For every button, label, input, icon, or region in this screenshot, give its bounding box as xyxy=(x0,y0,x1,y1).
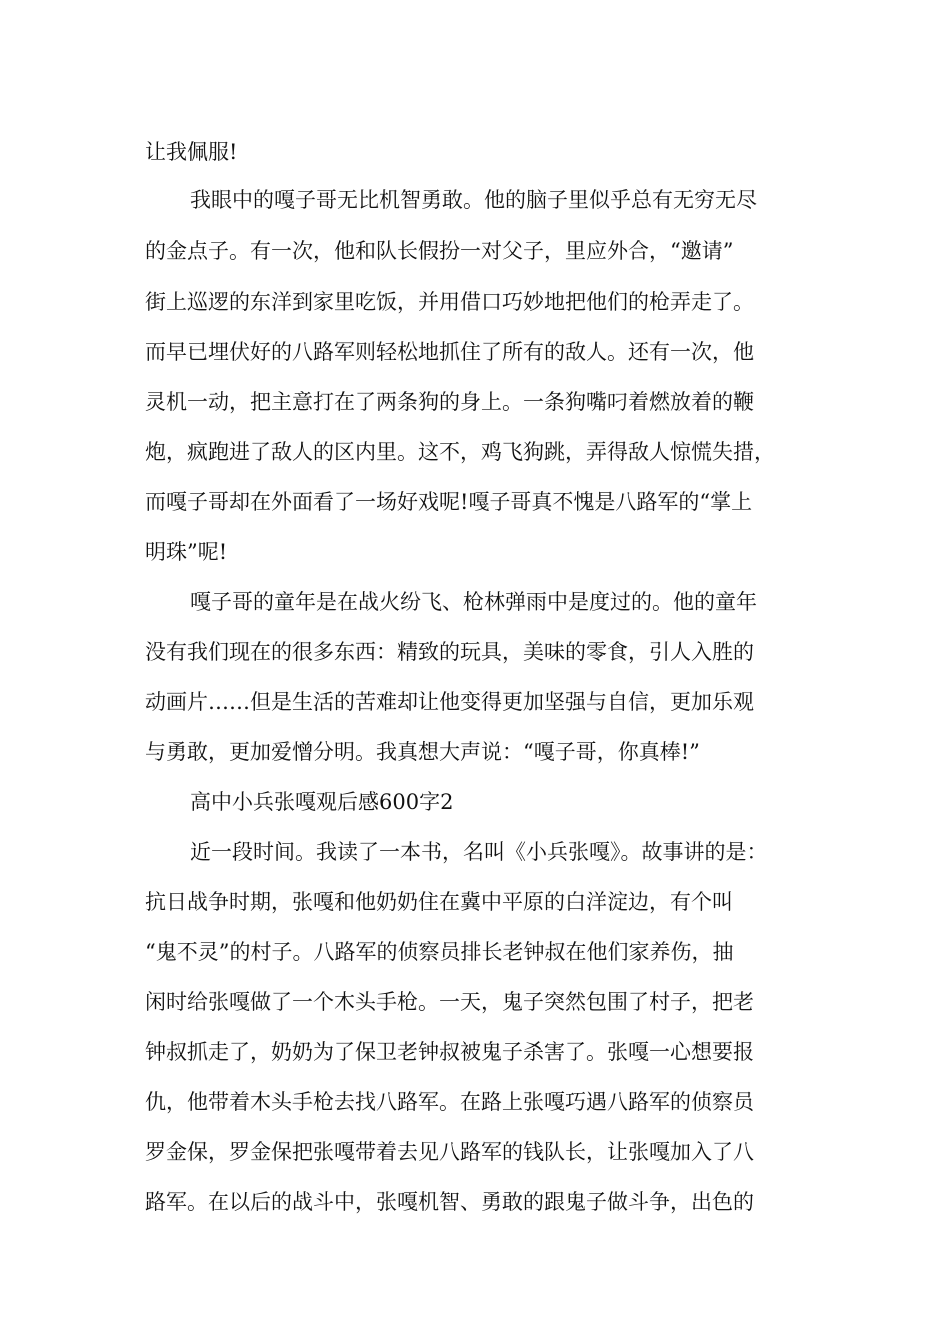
text-line: 与勇敢，更加爱憎分明。我真想大声说：“嘎子哥，你真棒!” xyxy=(145,740,700,764)
paragraph-start-line: 近一段时间。我读了一本书，名叫《小兵张嘎》。故事讲的是： xyxy=(190,840,768,864)
text-line: 仇，他带着木头手枪去找八路军。在路上张嘎巧遇八路军的侦察员 xyxy=(145,1090,754,1114)
text-line: 的金点子。有一次，他和队长假扮一对父子，里应外合，“邀请” xyxy=(145,239,734,263)
section-heading: 高中小兵张嘎观后感600字2 xyxy=(190,790,454,814)
text-line: “鬼不灵”的村子。八路军的侦察员排长老钟叔在他们家养伤，抽 xyxy=(145,940,734,964)
text-line: 抗日战争时期，张嘎和他奶奶住在冀中平原的白洋淀边，有个叫 xyxy=(145,890,733,914)
text-line: 让我佩服! xyxy=(145,140,238,164)
text-line: 闲时给张嘎做了一个木头手枪。一天，鬼子突然包围了村子，把老 xyxy=(145,990,754,1014)
text-line: 路军。在以后的战斗中，张嘎机智、勇敢的跟鬼子做斗争，出色的 xyxy=(145,1190,754,1214)
text-line: 明珠”呢! xyxy=(145,540,228,564)
text-line: 动画片……但是生活的苦难却让他变得更加坚强与自信，更加乐观 xyxy=(145,690,754,714)
text-line: 而早已埋伏好的八路军则轻松地抓住了所有的敌人。还有一次，他 xyxy=(145,340,754,364)
text-line: 没有我们现在的很多东西：精致的玩具，美味的零食，引人入胜的 xyxy=(145,640,754,664)
text-line: 灵机一动，把主意打在了两条狗的身上。一条狗嘴叼着燃放着的鞭 xyxy=(145,390,754,414)
paragraph-start-line: 嘎子哥的童年是在战火纷飞、枪林弹雨中是度过的。他的童年 xyxy=(190,590,757,614)
text-line: 街上巡逻的东洋到家里吃饭，并用借口巧妙地把他们的枪弄走了。 xyxy=(145,290,754,314)
text-line: 而嘎子哥却在外面看了一场好戏呢!嘎子哥真不愧是八路军的“掌上 xyxy=(145,490,753,514)
text-line: 罗金保，罗金保把张嘎带着去见八路军的钱队长，让张嘎加入了八 xyxy=(145,1140,754,1164)
text-line: 炮，疯跑进了敌人的区内里。这不，鸡飞狗跳，弄得敌人惊慌失措， xyxy=(145,440,775,464)
text-line: 钟叔抓走了，奶奶为了保卫老钟叔被鬼子杀害了。张嘎一心想要报 xyxy=(145,1040,754,1064)
paragraph-start-line: 我眼中的嘎子哥无比机智勇敢。他的脑子里似乎总有无穷无尽 xyxy=(190,188,757,212)
